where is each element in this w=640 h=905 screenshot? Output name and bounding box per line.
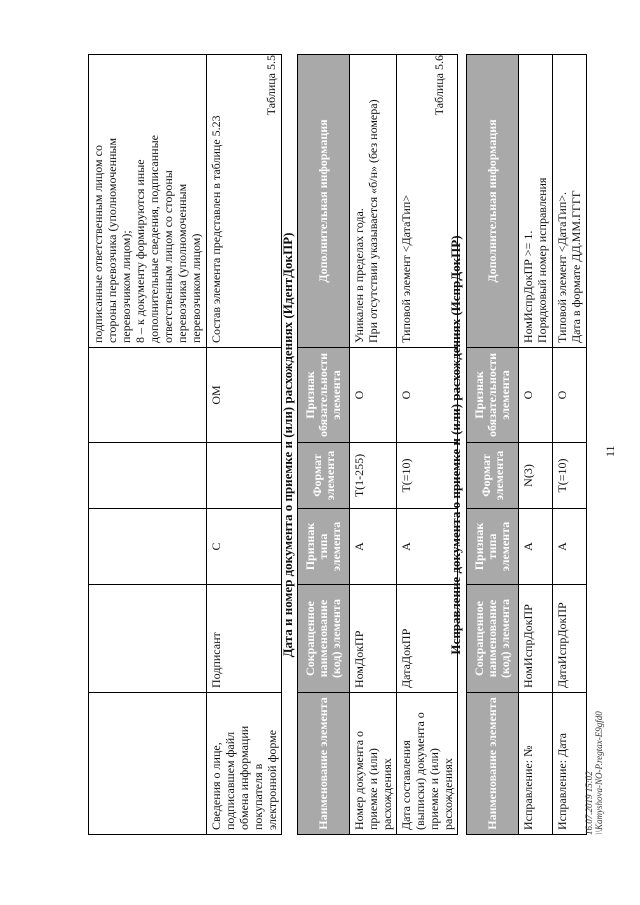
header-code: Сокращенное наименование (код) элемента — [467, 585, 519, 693]
table-row — [519, 55, 553, 835]
info-line: дополнительные сведения, подписанные — [147, 135, 161, 343]
header-format: Формат элемента — [467, 443, 519, 509]
header-format: Формат элемента — [298, 443, 350, 509]
info-line: Состав элемента представлен в таблице 5.23 — [209, 115, 223, 343]
cell-name: Сведения о лице, подписавшем файл обмена информации покупателя в электронной форме — [207, 693, 282, 835]
table-5-5 — [297, 54, 458, 835]
header-name: Наименование элемента — [467, 693, 519, 835]
info-line: Типовой элемент <ДатаТип> — [399, 194, 413, 343]
page-number: 11 — [603, 445, 617, 457]
cell-format: T(=10) — [553, 443, 587, 509]
table-row — [350, 55, 397, 835]
cell-format: N(3) — [519, 443, 553, 509]
cell-name: Исправление: Дата — [553, 693, 587, 835]
cell-type: С — [207, 509, 282, 585]
table-header-row — [298, 55, 350, 835]
cell-name — [89, 693, 207, 835]
header-type: Признак типа элемента — [467, 509, 519, 585]
cell-code: Подписант — [207, 585, 282, 693]
info-line: 8 – к документу формируются иные — [133, 159, 147, 343]
cell-type: А — [397, 509, 458, 585]
info-line: При отсутствии указывается «б/н» (без номера) — [366, 99, 380, 343]
cell-req: О — [397, 348, 458, 443]
cell-req — [89, 348, 207, 443]
cell-format — [207, 443, 282, 509]
table-5-6-label: Таблица 5.6 — [432, 55, 446, 116]
cell-format: T(=10) — [397, 443, 458, 509]
stamp-line: 16.07.2019 15:02 — [584, 771, 594, 835]
header-req: Признак обязательности элемента — [467, 348, 519, 443]
table-5-6-caption: Исправление документа о приемке и (или) расхождениях (ИспрДокПР) — [448, 235, 463, 655]
cell-code: НомИспрДокПР — [519, 585, 553, 693]
table-5-5-label: Таблица 5.5 — [264, 55, 278, 116]
print-stamp — [584, 711, 604, 835]
table-5-6 — [466, 54, 587, 835]
info-line: перевозчика (уполномоченным — [175, 183, 189, 343]
header-code: Сокращенное наименование (код) элемента — [298, 585, 350, 693]
info-line: Уникален в пределах года. — [352, 208, 366, 343]
header-req: Признак обязательности элемента — [298, 348, 350, 443]
info-line: Порядковый номер исправления — [535, 177, 549, 343]
cell-type: А — [519, 509, 553, 585]
cell-code: НомДокПР — [350, 585, 397, 693]
table-continuation — [88, 54, 282, 835]
table-row — [89, 55, 207, 835]
info-line: перевозчиком лицом) — [189, 233, 203, 343]
table-row — [553, 55, 587, 835]
cell-type: А — [553, 509, 587, 585]
cell-type: А — [350, 509, 397, 585]
info-line: Типовой элемент <ДатаТип>. — [555, 191, 569, 343]
cell-code: ДатаИспрДокПР — [553, 585, 587, 693]
cell-code: ДатаДокПР — [397, 585, 458, 693]
cell-code — [89, 585, 207, 693]
cell-info — [350, 55, 397, 348]
info-line: стороны перевозчика (уполномоченным — [105, 137, 119, 343]
cell-req: О — [350, 348, 397, 443]
cell-req: О — [519, 348, 553, 443]
cell-info — [89, 55, 207, 348]
info-line: подписанные ответственным лицом со — [91, 145, 105, 343]
cell-format — [89, 443, 207, 509]
header-info: Дополнительная информация — [298, 55, 350, 348]
cell-name: Дата составления (выписки) документа о приемке и (или) расхождениях — [397, 693, 458, 835]
cell-info — [519, 55, 553, 348]
cell-name: Номер документа о приемке и (или) расхождениях — [350, 693, 397, 835]
header-type: Признак типа элемента — [298, 509, 350, 585]
cell-req: ОМ — [207, 348, 282, 443]
cell-name: Исправление: № — [519, 693, 553, 835]
info-line: Дата в формате ДД.ММ.ГГГГ — [569, 190, 583, 343]
header-name: Наименование элемента — [298, 693, 350, 835]
info-line: перевозчиком лицом); — [119, 230, 133, 343]
table-header-row — [467, 55, 519, 835]
table-5-5-caption: Дата и номер документа о приемке и (или) расхождениях (ИдентДокПР) — [280, 232, 295, 658]
cell-format: T(1-255) — [350, 443, 397, 509]
table-row — [207, 55, 282, 835]
info-line: НомИспрДокПР >= 1. — [521, 230, 535, 343]
info-line: ответственным лицом со стороны — [161, 170, 175, 343]
stamp-line: \\Kamyshova-NO-P.regtax-E9gfd0 — [594, 711, 604, 835]
header-info: Дополнительная информация — [467, 55, 519, 348]
cell-req: О — [553, 348, 587, 443]
cell-info — [553, 55, 587, 348]
cell-type — [89, 509, 207, 585]
